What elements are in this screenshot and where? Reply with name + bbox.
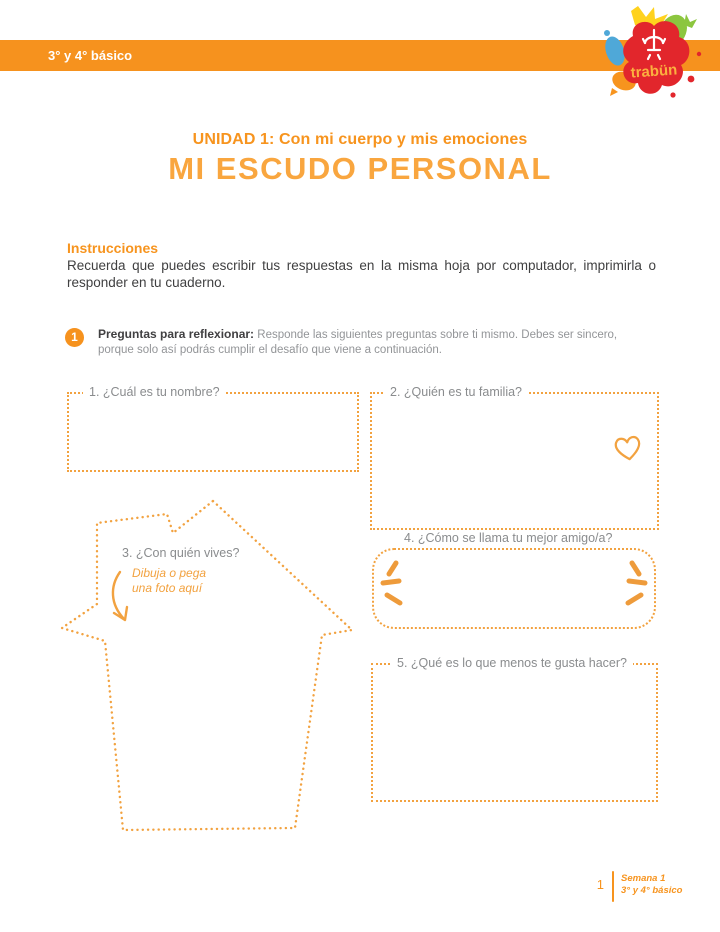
page-number: 1 [596,877,604,892]
answer-box-q4[interactable] [372,548,656,629]
section-description: Responde las siguientes preguntas sobre ti mismo. Debes ser sincero, porque solo así podrás cumplir el desafío que viene a continuación. [98,329,618,356]
answer-box-q5[interactable] [371,656,658,802]
page-title: MI ESCUDO PERSONAL [168,151,552,186]
question-2-label: 2. ¿Quién es tu familia? [384,385,528,399]
answer-area-q3-house[interactable] [58,496,368,836]
instructions-body: Recuerda que puedes escribir tus respuestas en la misma hoja por computador, imprimirla o responder en tu cuaderno. [67,258,656,290]
curved-arrow-icon [113,572,127,620]
trabun-logo [602,2,706,102]
hint-line-1: Dibuja o pega [132,566,207,580]
question-4-label: 4. ¿Cómo se llama tu mejor amigo/a? [400,531,616,545]
question-3-label: 3. ¿Con quién vives? [122,546,240,560]
answer-box-q2[interactable] [370,385,659,530]
section-number-badge: 1 [65,328,84,347]
answer-box-q1[interactable] [67,385,359,472]
logo-wordmark: trabün [630,61,678,82]
header-grade-label: 3° y 4° básico [48,48,133,63]
footer-grade: 3° y 4° básico [621,885,683,896]
section-text [98,327,655,357]
heart-icon [611,432,645,464]
unit-subtitle: Con mi cuerpo y mis emociones [274,131,528,148]
question-5-label: 5. ¿Qué es lo que menos te gusta hacer? [391,656,633,670]
hint-line-2: una foto aquí [132,581,203,595]
unit-title [0,131,720,149]
instructions-heading: Instrucciones [67,240,159,256]
footer-divider [612,871,614,902]
paint-splash-icon [602,2,706,102]
footer-week: Semana 1 [621,873,666,884]
sparkle-dashes-icon [374,550,654,627]
section-title: Preguntas para reflexionar: [98,327,255,341]
unit-number: UNIDAD 1: [192,131,275,148]
question-3-hint [132,566,206,596]
footer-meta [621,873,682,897]
question-1-label: 1. ¿Cuál es tu nombre? [83,385,226,399]
